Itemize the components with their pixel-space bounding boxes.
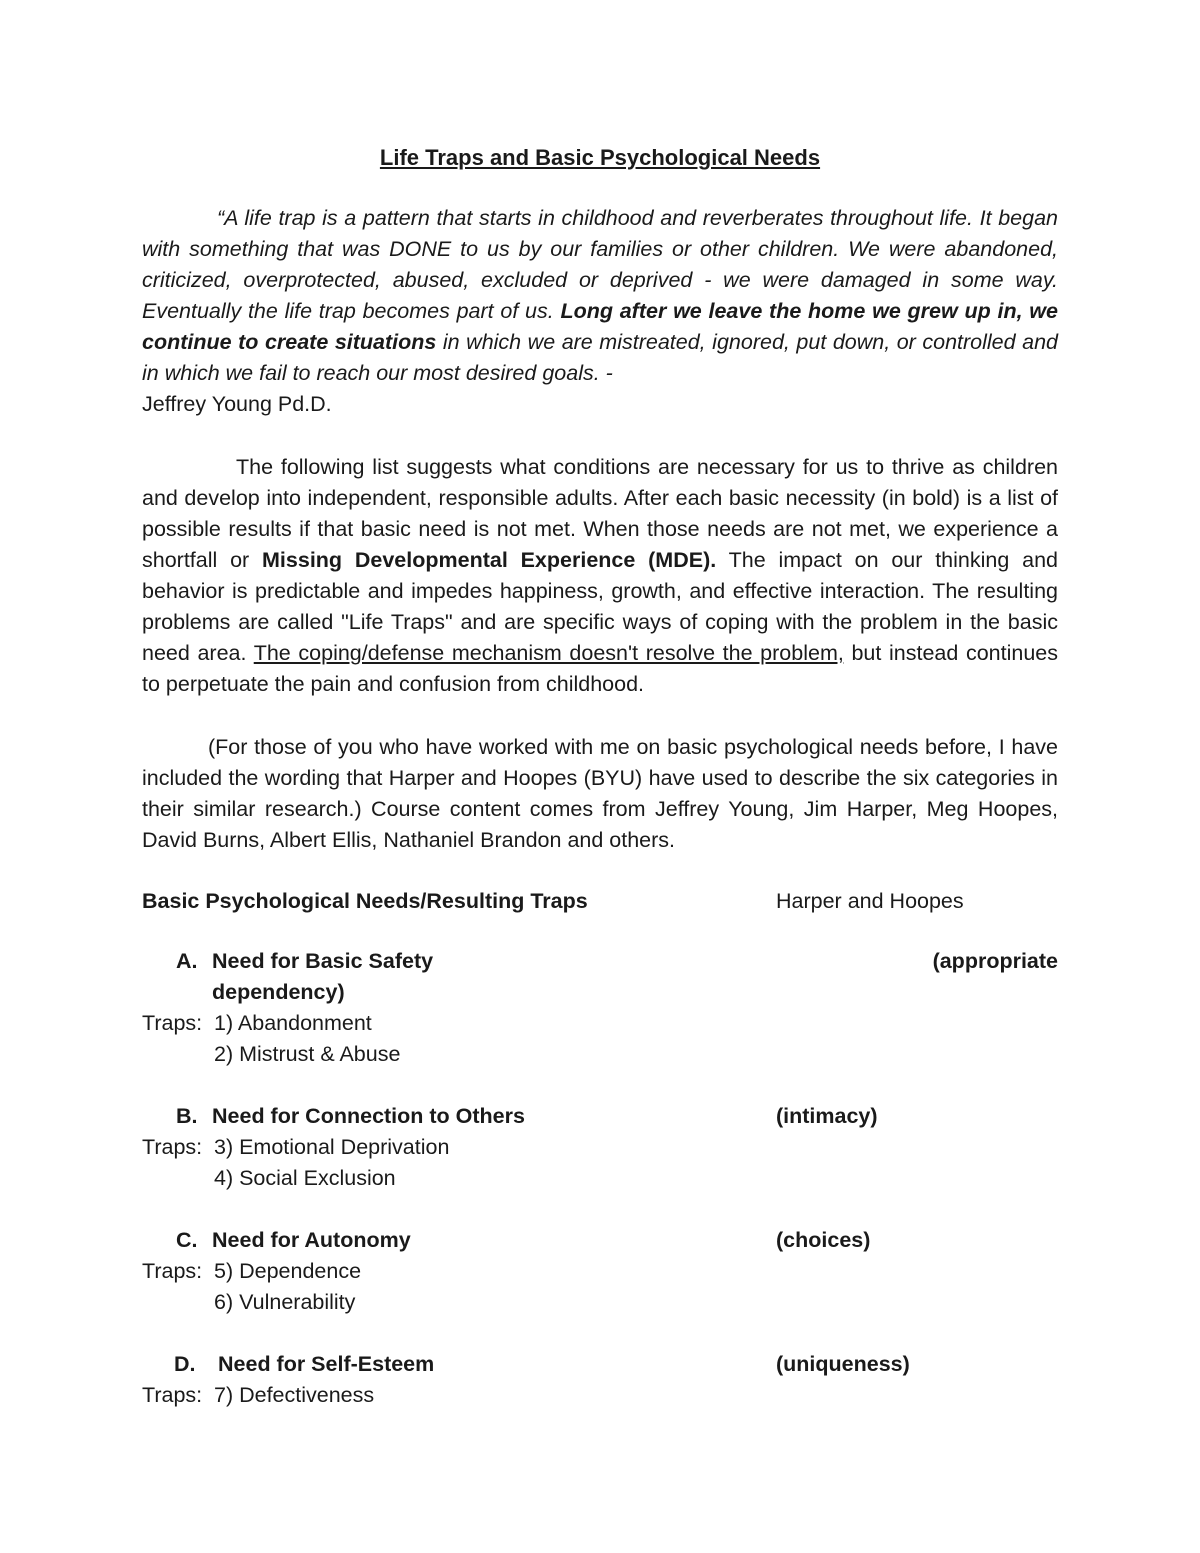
intro-underlined-text: The coping/defense mechanism doesn't resolve the problem, (253, 641, 844, 665)
list-header (142, 886, 1058, 917)
quote-bold-text: Long after we leave the home we grew up in, we continue to create situations (142, 299, 1058, 354)
need-tag: (choices) (776, 1228, 871, 1252)
need-tag: (appropriate (932, 949, 1058, 973)
list-header-right: Harper and Hoopes (776, 889, 964, 913)
trap-item: 1) Abandonment (214, 1011, 372, 1035)
note-text: (For those of you who have worked with me on basic psychological needs before, I have included the wording that Harper and Hoopes (BYU) have used to describe the six categories in their similar research.) Course content comes from Jeffrey Young, Jim Harper, Meg Hoopes, David Burns, Albert Ellis, Nathaniel Brandon and others. (142, 735, 1058, 852)
trap-item: 2) Mistrust & Abuse (214, 1042, 401, 1066)
trap-item: 5) Dependence (214, 1259, 362, 1283)
traps-label: Traps: (142, 1259, 203, 1283)
quote-author: Jeffrey Young Pd.D. (142, 392, 332, 416)
need-letter: A. (176, 949, 198, 973)
traps-label: Traps: (142, 1383, 203, 1407)
need-title: Need for Basic Safety (212, 949, 434, 973)
trap-item: 3) Emotional Deprivation (214, 1135, 450, 1159)
traps-label: Traps: (142, 1011, 203, 1035)
quote-text: “A life trap is a pattern that starts in childhood and reverberates throughout life. It began with something that was DONE to us by our families or other children. We were abandoned, criticized, overprotected, abused, excluded or deprived - we were damaged in some way. Eventually the life trap becomes part of us. (142, 206, 1058, 323)
intro-text-2: The impact on our thinking and behavior is predictable and impedes happiness, growth, and effective interaction. The resulting problems are called "Life Traps" and are specific ways of coping with the problem in the basic need area. (142, 548, 1058, 665)
need-tag: (intimacy) (776, 1104, 878, 1128)
traps-label: Traps: (142, 1135, 203, 1159)
need-title: Need for Self-Esteem (218, 1352, 435, 1376)
intro-bold-mde: Missing Developmental Experience (MDE). (262, 548, 717, 572)
need-title: Need for Connection to Others (212, 1104, 525, 1128)
trap-item: 7) Defectiveness (214, 1383, 375, 1407)
need-letter: C. (176, 1228, 198, 1252)
need-tag: (uniqueness) (776, 1352, 910, 1376)
need-tag-continued: dependency) (212, 980, 345, 1004)
need-title: Need for Autonomy (212, 1228, 411, 1252)
quote-rest-text: in which we are mistreated, ignored, put down, or controlled and in which we fail to reach our most desired goals. - (142, 330, 1059, 385)
intro-text-3: but instead continues to perpetuate the pain and confusion from childhood. (142, 641, 1058, 696)
intro-paragraph (142, 452, 1058, 700)
life-trap-quote (142, 203, 1058, 420)
note-paragraph (142, 732, 1058, 856)
page-title: Life Traps and Basic Psychological Needs (379, 145, 821, 170)
trap-item: 6) Vulnerability (214, 1290, 356, 1314)
trap-item: 4) Social Exclusion (214, 1166, 396, 1190)
need-letter: B. (176, 1104, 198, 1128)
intro-text-1: The following list suggests what conditions are necessary for us to thrive as children and develop into independent, responsible adults. After each basic necessity (in bold) is a list of possible results if that basic need is not met. When those needs are not met, we experience a shortfall or (142, 455, 1058, 572)
need-letter: D. (174, 1352, 196, 1376)
list-header-left: Basic Psychological Needs/Resulting Traps (142, 889, 588, 913)
